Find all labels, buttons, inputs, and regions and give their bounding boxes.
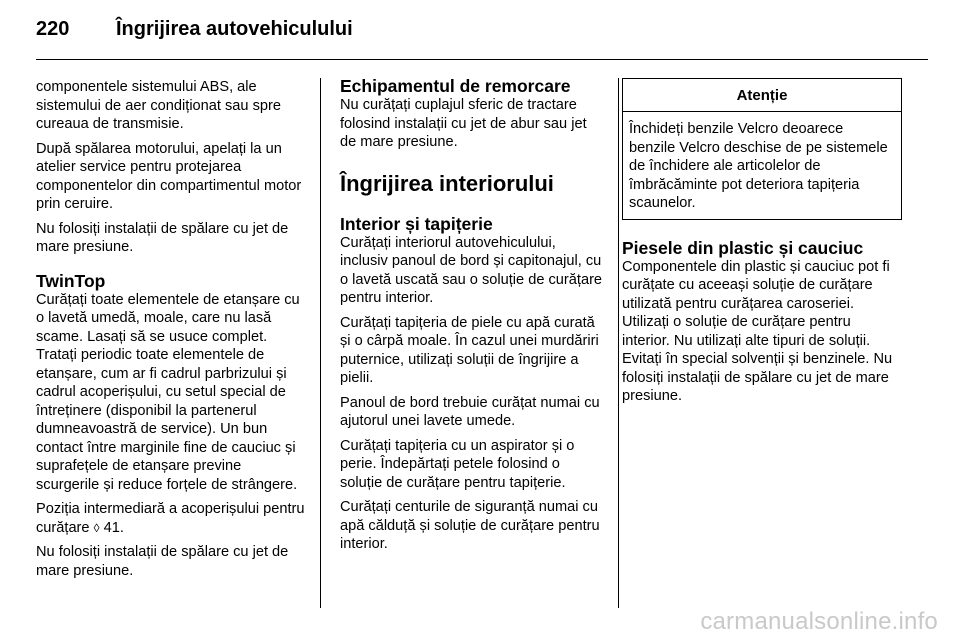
warning-text: Închideți benzile Velcro deoarece benzile Velcro deschise de pe sistemele de închidere ale articolelor de îmbrăcăminte pot deteriora tapițeria scaunelor. [629, 121, 888, 211]
paragraph: Curățați interiorul autovehiculului, inclusiv panoul de bord și capitonajul, cu o lavetă uscată sau o soluție de curățare pentru interior. [340, 234, 603, 306]
column-divider-2 [618, 78, 619, 608]
paragraph: După spălarea motorului, apelați la un atelier service pentru protejarea componentelor din compartimentul motor prin ceruire. [36, 140, 302, 212]
warning-title: Atenție [623, 79, 901, 112]
page-title: Îngrijirea autovehiculului [116, 18, 353, 40]
column-divider-1 [320, 78, 321, 608]
paragraph: Curățați toate elementele de etanșare cu o lavetă umedă, moale, care nu lasă scame. Lasați să se usuce complet. Tratați periodic toate elementele de etanșare, cum ar fi cadrul parbrizului și cadrul acoperișului, cu setul special de întreținere (disponibil la partenerul dumneavoastră de service). Un bun contact între marginile fine de cauciuc și suprafețele de etanșare previne scurgerile și reduce forțele de strângere. [36, 291, 300, 493]
section-heading-plastic: Piesele din plastic și cauciuc [622, 237, 864, 258]
paragraph: Curățați tapițeria de piele cu apă curată și o cârpă moale. În cazul unei murdăriri puternice, utilizați soluții de îngrijire a pielii. [340, 314, 599, 386]
header-rule [36, 59, 928, 60]
section-heading-tapiterie: Interior și tapițerie [340, 213, 493, 234]
paragraph: Curățați centurile de siguranță numai cu apă călduță și soluție de curățare pentru interior. [340, 499, 600, 552]
paragraph: Nu folosiți instalații de spălare cu jet de mare presiune. [36, 220, 289, 255]
page-reference-arrow-icon: ◊ [93, 520, 100, 535]
paragraph: Curățați tapițeria cu un aspirator și o perie. Îndepărtați petele folosind o soluție de curățare pentru tapițerie. [340, 437, 575, 491]
warning-box [622, 78, 902, 220]
page-number: 220 [36, 18, 70, 40]
paragraph-text: Poziția intermediară a acoperișului pentru curățare [36, 501, 305, 536]
paragraph: Panoul de bord trebuie curățat numai cu ajutorul unei lavete umede. [340, 394, 600, 429]
page-reference-link[interactable]: 41. [103, 519, 124, 536]
column-1 [36, 78, 306, 586]
column-2 [340, 78, 604, 560]
paragraph: componentele sistemului ABS, ale sistemului de aer condiționat sau spre cureaua de transmisie. [36, 79, 281, 132]
paragraph-cross-reference [36, 500, 306, 537]
paragraph: Nu curățați cuplajul sferic de tractare folosind instalații cu jet de abur sau jet de mare presiune. [340, 97, 587, 150]
page-header [36, 18, 928, 48]
paragraph: Componentele din plastic și cauciuc pot fi curățate cu aceeași soluție de curățare utilizată pentru curățarea caroseriei. Utilizați o soluție de curățare pentru interior. Nu utilizați alte tipuri de soluții. Evitați în special solvenții și benzinele. Nu folosiți instalații de spălare cu jet de mare presiune. [622, 258, 893, 404]
paragraph: Nu folosiți instalații de spălare cu jet de mare presiune. [36, 544, 289, 579]
section-heading-twintop: TwinTop [36, 270, 106, 291]
watermark: carmanualsonline.info [700, 608, 938, 635]
chapter-heading-interior: Îngrijirea interiorului [340, 170, 554, 196]
section-heading-remorcare: Echipamentul de remorcare [340, 76, 571, 96]
column-3 [622, 78, 902, 412]
